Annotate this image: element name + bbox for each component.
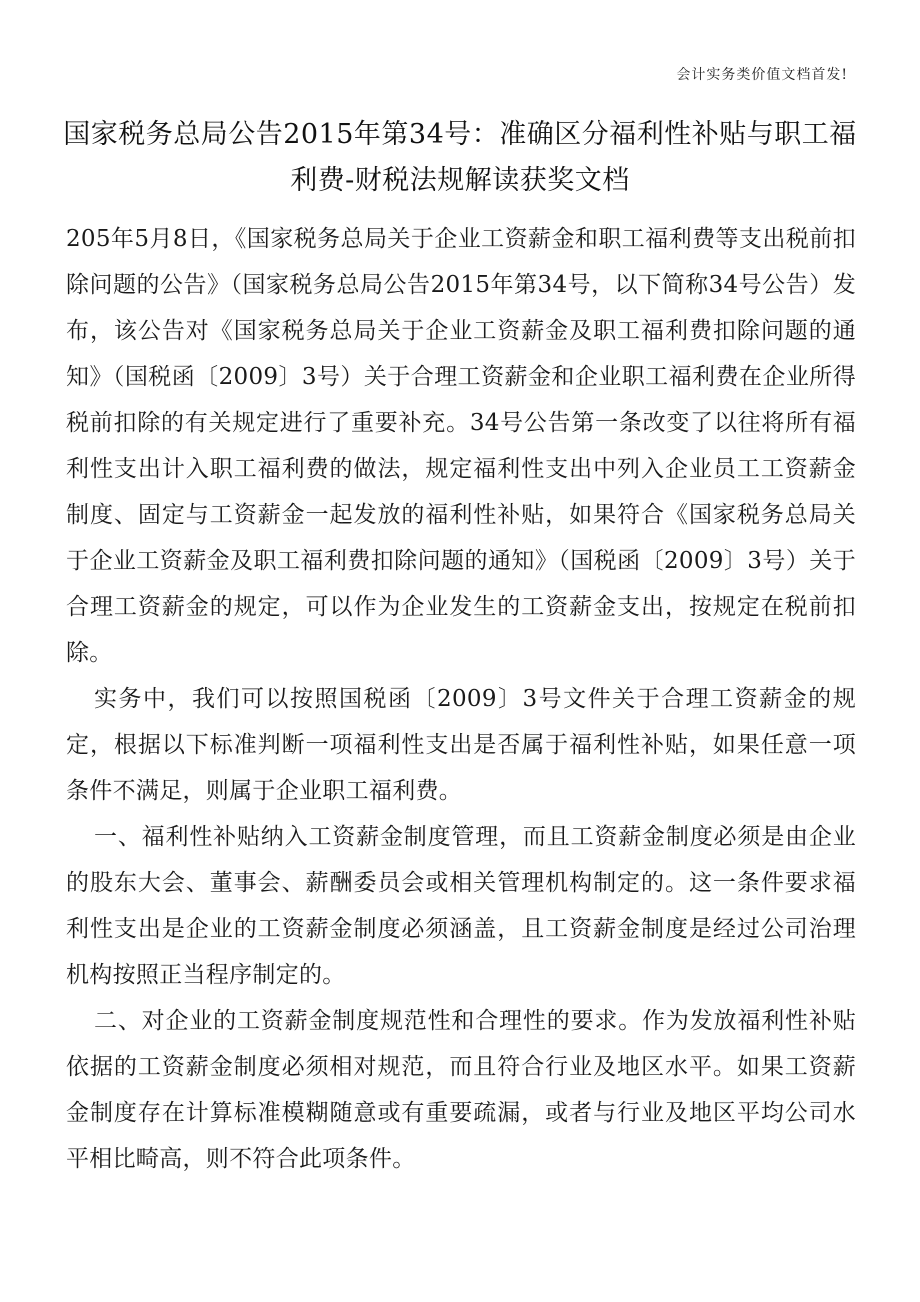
paragraph-practice: 实务中，我们可以按照国税函〔2009〕3号文件关于合理工资薪金的规定，根据以下标准判断一项福利性支出是否属于福利性补贴，如果任意一项条件不满足，则属于企业职工福利费。 [66, 686, 856, 804]
paragraph-condition-one: 一、福利性补贴纳入工资薪金制度管理，而且工资薪金制度必须是由企业的股东大会、董事会、薪酬委员会或相关管理机构制定的。这一条件要求福利性支出是企业的工资薪金制度必须涵盖，且工资薪金制度是经过公司治理机构按照正当程序制定的。 [66, 824, 856, 988]
header-note: 会计实务类价值文档首发! [676, 67, 848, 83]
paragraph-condition-two: 二、对企业的工资薪金制度规范性和合理性的要求。作为发放福利性补贴依据的工资薪金制度必须相对规范，而且符合行业及地区水平。如果工资薪金制度存在计算标准模糊随意或有重要疏漏，或者与行业及地区平均公司水平相比畸高，则不符合此项条件。 [66, 1008, 856, 1172]
paragraph-intro: 205年5月8日，《国家税务总局关于企业工资薪金和职工福利费等支出税前扣除问题的公告》（国家税务总局公告2015年第34号，以下简称34号公告）发布，该公告对《国家税务总局关于企业工资薪金及职工福利费扣除问题的通知》（国税函〔2009〕3号）关于合理工资薪金和企业职工福利费在企业所得税前扣除的有关规定进行了重要补充。34号公告第一条改变了以往将所有福利性支出计入职工福利费的做法，规定福利性支出中列入企业员工工资薪金制度、固定与工资薪金一起发放的福利性补贴，如果符合《国家税务总局关于企业工资薪金及职工福利费扣除问题的通知》（国税函〔2009〕3号）关于合理工资薪金的规定，可以作为企业发生的工资薪金支出，按规定在税前扣除。 [66, 226, 856, 666]
document-body [66, 216, 856, 1182]
document-title: 国家税务总局公告2015年第34号：准确区分福利性补贴与职工福利费-财税法规解读获奖文档 [63, 119, 857, 196]
